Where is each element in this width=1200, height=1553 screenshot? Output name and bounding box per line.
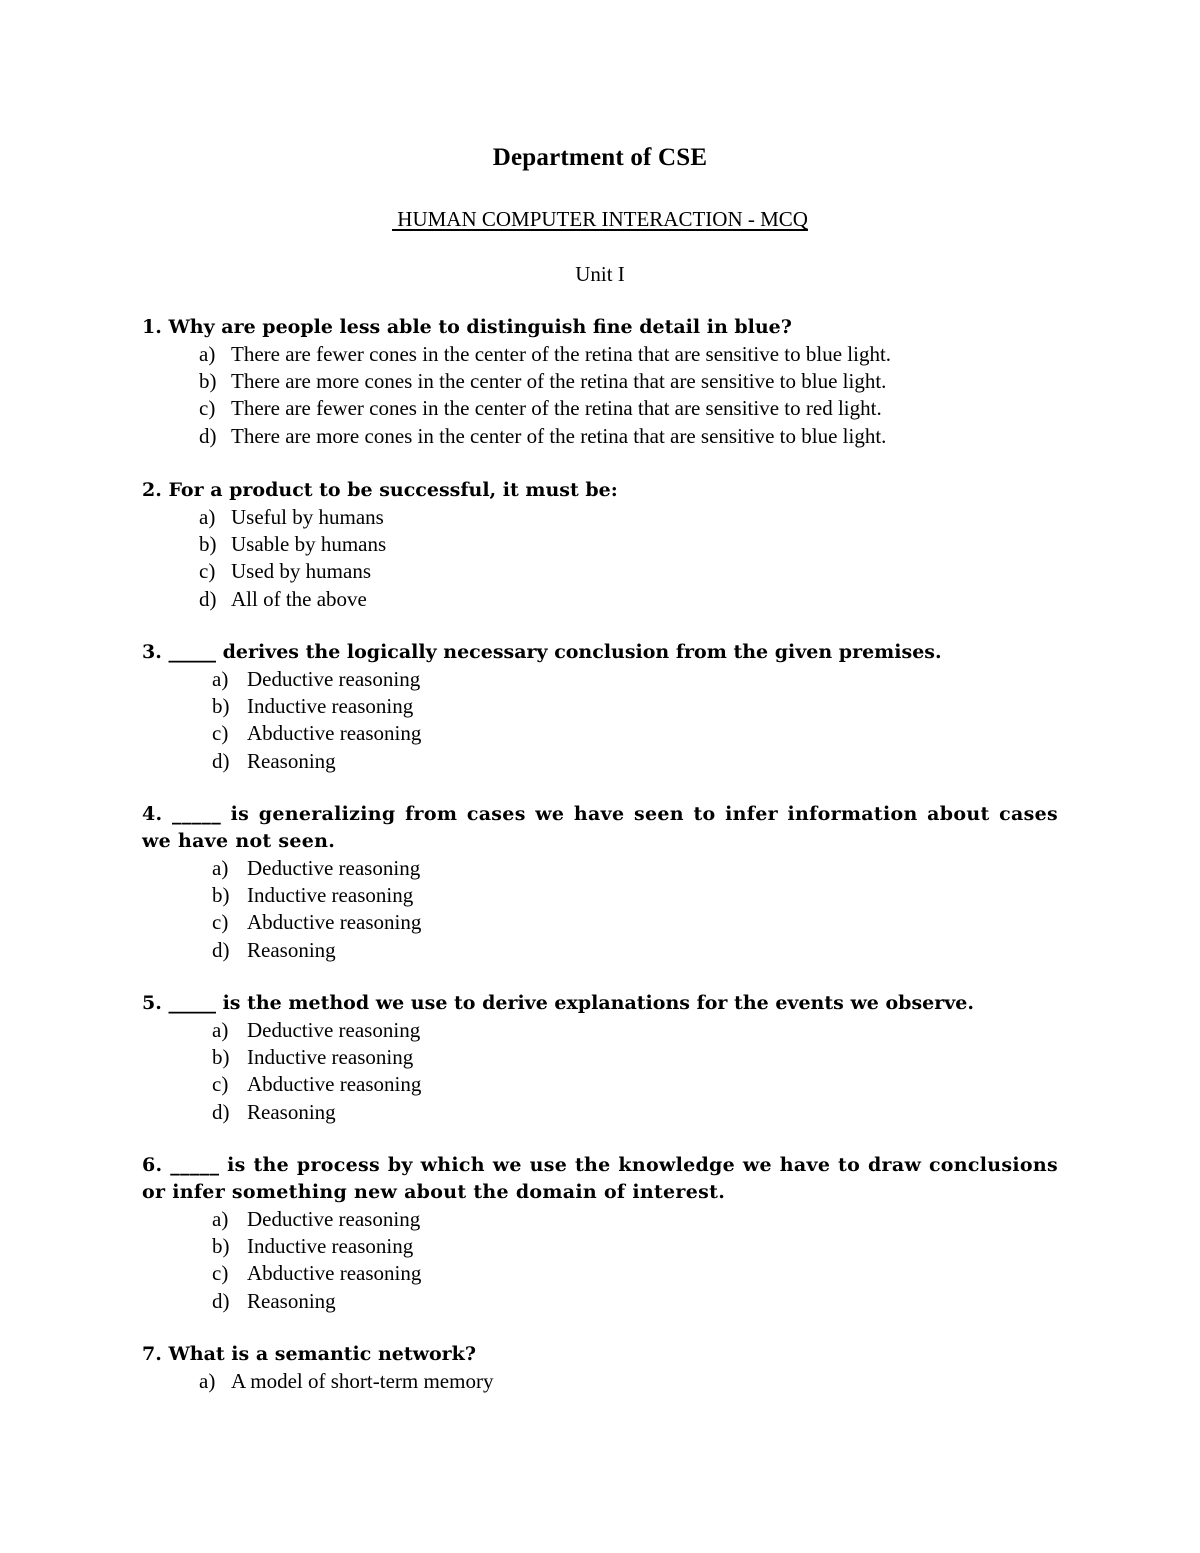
option-text: All of the above	[231, 586, 367, 611]
option-text: There are fewer cones in the center of the retina that are sensitive to red light.	[231, 396, 882, 421]
question-5	[142, 990, 1058, 1126]
option-text: Reasoning	[247, 1099, 336, 1124]
option-c	[142, 1071, 1058, 1098]
option-list	[142, 855, 1058, 964]
option-letter: b)	[212, 1045, 230, 1070]
course-title-text: HUMAN COMPUTER INTERACTION - MCQ	[392, 207, 808, 231]
option-d	[142, 586, 1058, 613]
option-text: Abductive reasoning	[247, 721, 422, 746]
option-list	[142, 1017, 1058, 1126]
option-d	[142, 748, 1058, 775]
option-letter: a)	[199, 342, 216, 366]
option-d	[142, 937, 1058, 964]
option-c	[142, 909, 1058, 936]
question-1	[142, 314, 1058, 450]
question-3	[142, 639, 1058, 775]
option-text: Inductive reasoning	[247, 883, 414, 908]
option-list	[142, 341, 1058, 450]
option-text: Abductive reasoning	[247, 1261, 422, 1286]
course-title	[0, 206, 1200, 232]
option-letter: d)	[199, 423, 217, 448]
option-letter: b)	[212, 883, 230, 908]
question-2	[142, 477, 1058, 613]
option-letter: d)	[199, 586, 217, 611]
option-c	[142, 1260, 1058, 1287]
unit-heading: Unit I	[575, 262, 625, 286]
option-letter: c)	[199, 559, 216, 584]
option-text: There are more cones in the center of the retina that are sensitive to blue light.	[231, 423, 887, 448]
option-letter: a)	[212, 1207, 229, 1231]
option-d	[142, 1099, 1058, 1126]
option-d	[142, 1288, 1058, 1315]
option-text: Inductive reasoning	[247, 694, 414, 719]
option-letter: a)	[212, 1018, 229, 1042]
option-text: Inductive reasoning	[247, 1045, 414, 1070]
option-text: Deductive reasoning	[247, 856, 421, 880]
option-list	[142, 504, 1058, 613]
option-b	[142, 1233, 1058, 1260]
option-text: Reasoning	[247, 937, 336, 962]
option-b	[142, 531, 1058, 558]
option-a	[142, 855, 1058, 882]
option-text: Abductive reasoning	[247, 1072, 422, 1097]
question-text: 4. _____ is generalizing from cases we have seen to infer information about cases we have not seen.	[142, 803, 1058, 852]
option-letter: b)	[199, 369, 217, 394]
option-letter: a)	[212, 667, 229, 691]
option-letter: d)	[212, 937, 230, 962]
option-c	[142, 720, 1058, 747]
option-a	[142, 1017, 1058, 1044]
option-letter: b)	[199, 532, 217, 557]
option-letter: c)	[212, 1261, 229, 1286]
question-6	[142, 1152, 1058, 1315]
question-text: 7. What is a semantic network?	[142, 1343, 476, 1365]
question-text: 5. _____ is the method we use to derive explanations for the events we observe.	[142, 992, 975, 1014]
option-letter: a)	[199, 1369, 216, 1393]
option-text: Deductive reasoning	[247, 1207, 421, 1231]
option-text: Used by humans	[231, 559, 371, 584]
option-b	[142, 368, 1058, 395]
question-text: 2. For a product to be successful, it must be:	[142, 479, 618, 501]
option-letter: b)	[212, 1234, 230, 1259]
option-letter: d)	[212, 1288, 230, 1313]
option-b	[142, 1044, 1058, 1071]
question-text: 1. Why are people less able to distinguish fine detail in blue?	[142, 316, 792, 338]
option-text: Useful by humans	[231, 505, 384, 529]
option-text: Deductive reasoning	[247, 1018, 421, 1042]
question-4	[142, 801, 1058, 964]
option-text: Deductive reasoning	[247, 667, 421, 691]
option-d	[142, 423, 1058, 450]
option-list	[142, 1206, 1058, 1315]
option-text: Reasoning	[247, 748, 336, 773]
option-letter: c)	[199, 396, 216, 421]
option-letter: c)	[212, 721, 229, 746]
option-text: Reasoning	[247, 1288, 336, 1313]
option-letter: a)	[212, 856, 229, 880]
question-7	[142, 1341, 1058, 1395]
option-text: A model of short-term memory	[231, 1369, 494, 1393]
option-letter: d)	[212, 1099, 230, 1124]
department-heading: Department of CSE	[492, 144, 708, 171]
option-list	[142, 666, 1058, 775]
option-b	[142, 693, 1058, 720]
option-a	[142, 1206, 1058, 1233]
option-letter: b)	[212, 694, 230, 719]
option-letter: c)	[212, 1072, 229, 1097]
option-text: Usable by humans	[231, 532, 387, 557]
question-text: 6. _____ is the process by which we use the knowledge we have to draw conclusions or infer something new about the domain of interest.	[142, 1154, 1058, 1203]
question-text: 3. _____ derives the logically necessary conclusion from the given premises.	[142, 641, 942, 663]
option-c	[142, 558, 1058, 585]
option-letter: c)	[212, 910, 229, 935]
option-a	[142, 341, 1058, 368]
option-a	[142, 504, 1058, 531]
option-text: Inductive reasoning	[247, 1234, 414, 1259]
option-c	[142, 395, 1058, 422]
option-text: Abductive reasoning	[247, 910, 422, 935]
option-a	[142, 1368, 1058, 1395]
option-text: There are fewer cones in the center of the retina that are sensitive to blue light.	[231, 342, 892, 366]
option-letter: a)	[199, 505, 216, 529]
option-a	[142, 666, 1058, 693]
option-b	[142, 882, 1058, 909]
option-letter: d)	[212, 748, 230, 773]
option-text: There are more cones in the center of the retina that are sensitive to blue light.	[231, 369, 887, 394]
option-list	[142, 1368, 1058, 1395]
